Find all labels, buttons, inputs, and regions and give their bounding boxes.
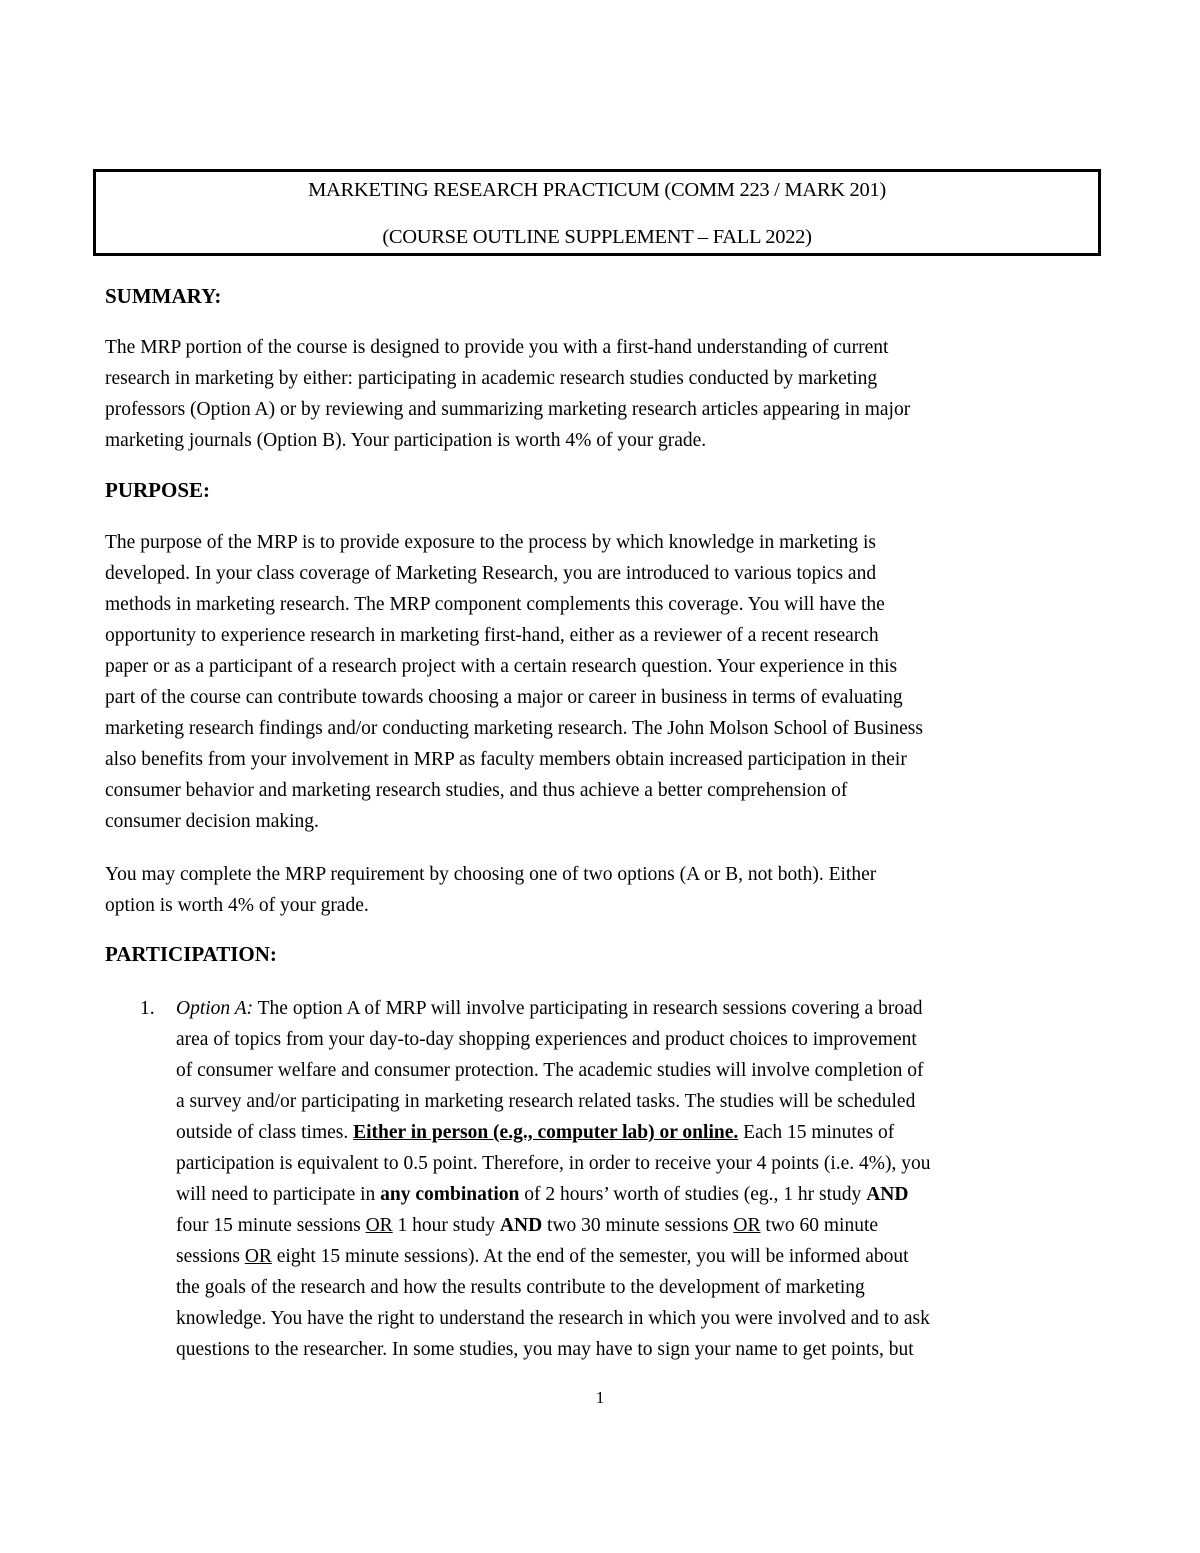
page-number: 1 xyxy=(595,1388,605,1407)
emphasis-or: OR xyxy=(365,1215,393,1236)
list-line: area of topics from your day-to-day shopping experiences and product choices to improvement xyxy=(176,1029,917,1050)
emphasis-or: OR xyxy=(244,1246,272,1267)
options-paragraph xyxy=(105,859,1100,921)
list-line: participation is equivalent to 0.5 point. Therefore, in order to receive your 4 points (i.e. 4%), you xyxy=(176,1153,931,1174)
list-text: two 30 minute sessions xyxy=(542,1215,734,1236)
list-text: The option A of MRP will involve participating in research sessions covering a broad xyxy=(253,998,923,1019)
purpose-line: methods in marketing research. The MRP component complements this coverage. You will have the xyxy=(105,594,885,615)
list-text: eight 15 minute sessions). At the end of the semester, you will be informed about xyxy=(271,1246,909,1267)
list-text: of 2 hours’ worth of studies (eg., 1 hr study xyxy=(519,1184,867,1205)
options-line: option is worth 4% of your grade. xyxy=(105,895,369,916)
list-line: questions to the researcher. In some studies, you may have to sign your name to get points, but xyxy=(176,1339,914,1360)
summary-line: professors (Option A) or by reviewing and summarizing marketing research articles appearing in major xyxy=(105,399,911,420)
list-text: will need to participate in xyxy=(176,1184,381,1205)
emphasis-in-person-online: Either in person (e.g., computer lab) or online. xyxy=(353,1122,739,1143)
emphasis-any-combination: any combination xyxy=(380,1184,520,1205)
list-line xyxy=(176,1179,1106,1210)
purpose-paragraph xyxy=(105,527,1100,837)
list-text: two 60 minute xyxy=(760,1215,879,1236)
list-line xyxy=(176,1210,1106,1241)
emphasis-and: AND xyxy=(499,1215,543,1236)
summary-heading: SUMMARY: xyxy=(105,284,222,308)
purpose-line: also benefits from your involvement in MRP as faculty members obtain increased participation in their xyxy=(105,749,907,770)
purpose-line: developed. In your class coverage of Marketing Research, you are introduced to various topics and xyxy=(105,563,877,584)
options-line: You may complete the MRP requirement by choosing one of two options (A or B, not both). Either xyxy=(105,864,877,885)
summary-line: marketing journals (Option B). Your participation is worth 4% of your grade. xyxy=(105,430,707,451)
list-text: sessions xyxy=(176,1246,245,1267)
list-text: four 15 minute sessions xyxy=(176,1215,366,1236)
title-box xyxy=(93,169,1101,256)
list-item-option-a xyxy=(176,993,1106,1365)
list-text: outside of class times. xyxy=(176,1122,354,1143)
list-line: the goals of the research and how the results contribute to the development of marketing xyxy=(176,1277,865,1298)
purpose-line: consumer behavior and marketing research studies, and thus achieve a better comprehension of xyxy=(105,780,848,801)
list-text: 1 hour study xyxy=(392,1215,500,1236)
list-line: knowledge. You have the right to understand the research in which you were involved and to ask xyxy=(176,1308,930,1329)
course-title: MARKETING RESEARCH PRACTICUM (COMM 223 / MARK 201) xyxy=(308,179,886,201)
emphasis-or: OR xyxy=(733,1215,761,1236)
summary-line: The MRP portion of the course is designed to provide you with a first-hand understanding of current xyxy=(105,337,889,358)
summary-line: research in marketing by either: participating in academic research studies conducted by marketing xyxy=(105,368,878,389)
option-a-label: Option A: xyxy=(176,998,254,1019)
list-line xyxy=(176,993,1106,1024)
purpose-line: The purpose of the MRP is to provide exposure to the process by which knowledge in marketing is xyxy=(105,532,877,553)
purpose-line: marketing research findings and/or conducting marketing research. The John Molson School of Business xyxy=(105,718,923,739)
list-item-number: 1. xyxy=(140,998,155,1019)
purpose-line: consumer decision making. xyxy=(105,811,319,832)
list-text: Each 15 minutes of xyxy=(738,1122,895,1143)
participation-heading: PARTICIPATION: xyxy=(105,942,277,966)
emphasis-and: AND xyxy=(866,1184,909,1205)
summary-paragraph xyxy=(105,332,1100,456)
course-subtitle: (COURSE OUTLINE SUPPLEMENT – FALL 2022) xyxy=(382,226,812,248)
purpose-line: opportunity to experience research in marketing first-hand, either as a reviewer of a recent research xyxy=(105,625,879,646)
purpose-line: paper or as a participant of a research project with a certain research question. Your experience in this xyxy=(105,656,898,677)
list-line: of consumer welfare and consumer protection. The academic studies will involve completion of xyxy=(176,1060,924,1081)
purpose-heading: PURPOSE: xyxy=(105,478,210,502)
list-line xyxy=(176,1241,1106,1272)
list-line xyxy=(176,1117,1106,1148)
list-line: a survey and/or participating in marketing research related tasks. The studies will be scheduled xyxy=(176,1091,916,1112)
purpose-line: part of the course can contribute towards choosing a major or career in business in terms of evaluating xyxy=(105,687,903,708)
